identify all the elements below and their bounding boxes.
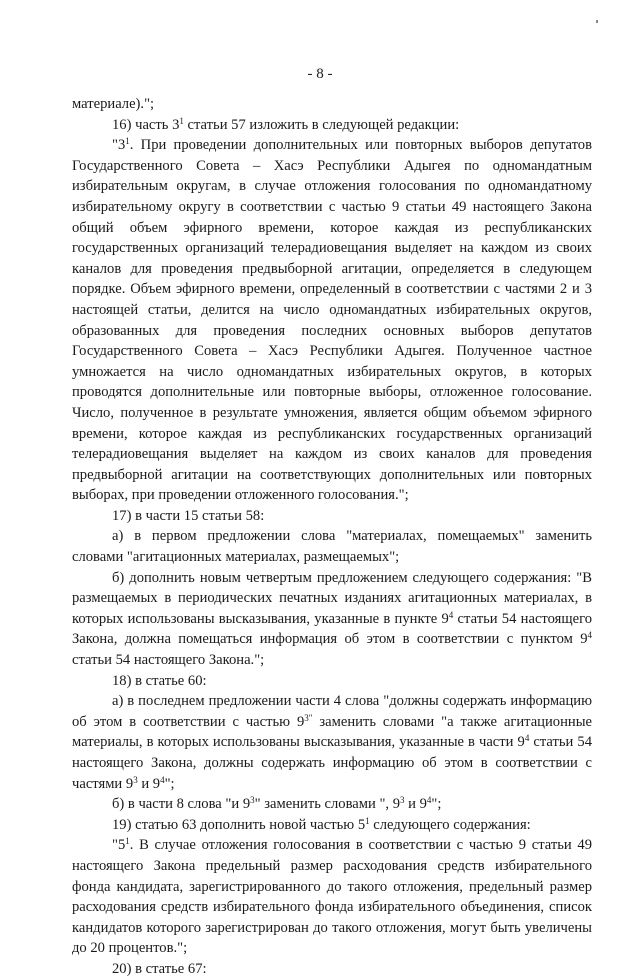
paragraph — [72, 568, 592, 671]
paragraph — [72, 815, 592, 836]
text-run: статьи 54 настоящего Закона, должна помещаться информация об этом в соответствии с пунктом 9 — [72, 610, 592, 648]
paragraph — [72, 94, 592, 115]
superscript: 1 — [125, 836, 130, 847]
paragraph — [72, 959, 592, 980]
text-run: "5 — [112, 837, 126, 854]
text-run: статьи 54 настоящего Закона."; — [72, 652, 265, 669]
text-run: 19) статью 63 дополнить новой частью 5 — [112, 816, 366, 833]
text-run: а) в последнем предложении части 4 слова "должны содержать информацию об этом в соответствии с частью 9 — [72, 693, 592, 730]
text-run: . В случае отложения голосования в соответствии с частью 9 статьи 49 настоящего Закона предельный размер расходования средств избирательного фонда кандидата, зарегистрированного до такого отложения, предельный размер расходования средств избирательного фонда избирательного объединения, список кандидатов которого зарегистрирован до такого отложения, могут быть увеличены до 20 процентов."; — [72, 837, 592, 957]
text-run: " заменить словами ", 9 — [254, 796, 400, 813]
paragraph — [72, 794, 592, 815]
superscript: 4 — [524, 733, 530, 744]
text-run: материале)."; — [72, 96, 155, 112]
text-run: б) дополнить новым четвертым предложением следующего содержания: "В размещаемых в периодических печатных изданиях агитационных материалах, в которых использованы высказывания, указанные в пункте 9 — [72, 569, 592, 627]
superscript: 4 — [448, 609, 454, 620]
text-run: заменить словами "а также агитационные материалы, в которых использованы высказывания, указанные в части 9 — [72, 713, 593, 751]
text-run: . При проведении дополнительных или повторных выборов депутатов Государственного Совета – Хасэ Республики Адыгея по одномандатным избирательным округам, в случае отложения голосования по одномандатному избирательному округу в соответствии с частью 9 статьи 49 настоящего Закона общий объем эфирного времени, которое каждая из республиканских государственных организаций телерадиовещания выделяет на каждом из своих каналов для проведения предвыборной агитации, определяется в следующем порядке. Объем эфирного времени, определенный в соответствии с частями 2 и 3 настоящей статьи, делится на число одномандатных избирательных округов, образованных для проведения последних основных выборов депутатов Государственного Совета – Хасэ Республики Адыгея. Полученное частное умножается на число одномандатных избирательных округов, в которых проводятся дополнительные или повторные выборы, отложенное голосование. Число, полученное в результате умножения, является общим объемом эфирного времени, которое каждая из республиканских государственных организаций телерадиовещания выделяет на каждом из своих каналов для проведения предвыборной агитации на соответствующих дополнительных или повторных выборах, при проведении отложенного голосования."; — [72, 137, 592, 504]
text-run: статьи 54 настоящего Закона, должны содержать информацию об этом в соответствии с частями 9 — [72, 734, 592, 792]
superscript: 3 — [250, 795, 255, 806]
text-run: следующего содержания: — [369, 816, 531, 833]
superscript: 3" — [304, 712, 313, 723]
paragraph — [72, 115, 592, 136]
paragraph — [72, 526, 592, 567]
text-run: а) в первом предложении слова "материалах, помещаемых" заменить словами "агитационных материалах, размещаемых"; — [72, 528, 592, 566]
paragraph — [72, 135, 592, 506]
superscript: 1 — [365, 815, 370, 826]
paragraph — [72, 691, 592, 794]
text-run: 20) в статье 67: — [112, 960, 207, 977]
text-run: статьи 57 изложить в следующей редакции: — [183, 116, 460, 133]
text-run: и 9 — [404, 796, 427, 813]
text-run: 17) в части 15 статьи 58: — [112, 507, 265, 524]
page-number: - 8 - — [307, 66, 333, 82]
text-run: 18) в статье 60: — [112, 672, 207, 689]
paragraph — [72, 835, 592, 959]
superscript: 4 — [160, 774, 165, 785]
text-run: "; — [164, 775, 175, 792]
paragraph — [72, 671, 592, 692]
text-run: 16) часть 3 — [112, 116, 180, 133]
text-run: б) в части 8 слова "и 9 — [112, 796, 251, 813]
document-body — [72, 94, 592, 980]
superscript: 4 — [426, 795, 432, 806]
text-run: "3 — [112, 137, 126, 154]
superscript: 3 — [133, 774, 138, 785]
superscript: 1 — [179, 115, 184, 126]
scan-mark — [596, 20, 598, 23]
text-run: "; — [431, 796, 442, 813]
superscript: 4 — [587, 630, 592, 641]
superscript: 3 — [400, 795, 405, 806]
paragraph — [72, 506, 592, 527]
text-run: и 9 — [137, 775, 161, 792]
superscript: 1 — [125, 136, 130, 147]
